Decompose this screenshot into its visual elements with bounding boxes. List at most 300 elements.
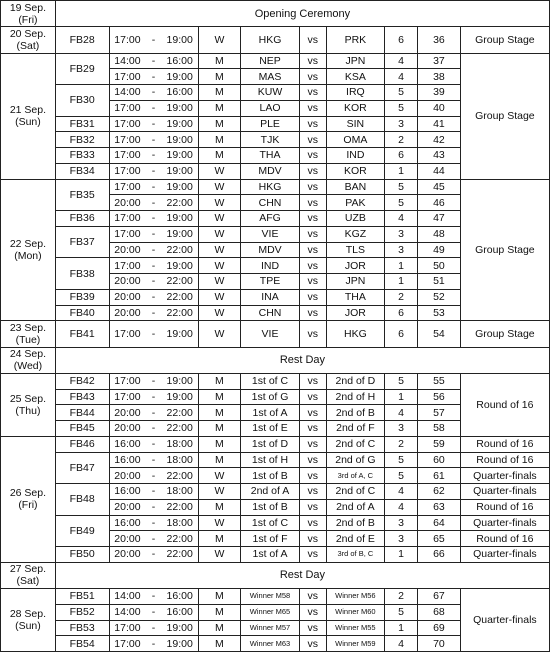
match-number: 63 xyxy=(418,499,461,515)
team-away: 2nd of C xyxy=(326,484,385,500)
team-home: AFG xyxy=(241,211,300,227)
end-time: 19:00 xyxy=(166,102,193,115)
time-separator: - xyxy=(151,438,156,451)
venue-number: 2 xyxy=(385,436,418,452)
team-home: LAO xyxy=(241,100,300,116)
versus-label: vs xyxy=(299,636,326,652)
time-separator: - xyxy=(151,485,156,498)
end-time: 22:00 xyxy=(166,196,193,209)
date-label: 27 Sep. xyxy=(9,563,47,576)
gender-cell: W xyxy=(198,547,241,563)
gender-cell: M xyxy=(198,53,241,69)
match-number: 66 xyxy=(418,547,461,563)
gender-cell: M xyxy=(198,116,241,132)
match-code: FB31 xyxy=(55,116,109,132)
versus-label: vs xyxy=(299,258,326,274)
versus-label: vs xyxy=(299,421,326,437)
match-row xyxy=(1,179,550,195)
start-time: 17:00 xyxy=(114,33,141,46)
match-time xyxy=(109,436,198,452)
match-time xyxy=(109,452,198,468)
match-number: 55 xyxy=(418,373,461,389)
team-home: VIE xyxy=(241,226,300,242)
match-time xyxy=(109,100,198,116)
venue-number: 4 xyxy=(385,211,418,227)
stage-cell: Round of 16 xyxy=(460,531,549,547)
team-home: PLE xyxy=(241,116,300,132)
team-away: Winner M60 xyxy=(326,604,385,620)
gender-cell: W xyxy=(198,274,241,290)
venue-number: 1 xyxy=(385,274,418,290)
venue-number: 4 xyxy=(385,484,418,500)
team-home: HKG xyxy=(241,27,300,53)
team-away: Winner M56 xyxy=(326,589,385,605)
time-separator: - xyxy=(151,133,156,146)
gender-cell: M xyxy=(198,421,241,437)
weekday-label: (Mon) xyxy=(14,249,42,262)
match-code: FB48 xyxy=(55,484,109,516)
team-away: Winner M59 xyxy=(326,636,385,652)
match-code: FB46 xyxy=(55,436,109,452)
date-label: 20 Sep. xyxy=(9,27,47,40)
end-time: 19:00 xyxy=(166,327,193,340)
match-row xyxy=(1,436,550,452)
end-time: 19:00 xyxy=(166,165,193,178)
match-code: FB53 xyxy=(55,620,109,636)
start-time: 17:00 xyxy=(114,117,141,130)
stage-cell: Group Stage xyxy=(460,27,549,53)
start-time: 20:00 xyxy=(114,532,141,545)
match-number: 49 xyxy=(418,242,461,258)
match-time xyxy=(109,547,198,563)
start-time: 14:00 xyxy=(114,590,141,603)
match-row xyxy=(1,515,550,531)
versus-label: vs xyxy=(299,321,326,347)
versus-label: vs xyxy=(299,148,326,164)
versus-label: vs xyxy=(299,405,326,421)
time-separator: - xyxy=(151,33,156,46)
venue-number: 5 xyxy=(385,85,418,101)
venue-number: 4 xyxy=(385,499,418,515)
start-time: 16:00 xyxy=(114,453,141,466)
versus-label: vs xyxy=(299,100,326,116)
versus-label: vs xyxy=(299,373,326,389)
event-cell: Opening Ceremony xyxy=(55,1,549,27)
team-home: KUW xyxy=(241,85,300,101)
time-separator: - xyxy=(151,291,156,304)
time-separator: - xyxy=(151,306,156,319)
match-time xyxy=(109,531,198,547)
match-number: 64 xyxy=(418,515,461,531)
venue-number: 5 xyxy=(385,195,418,211)
match-time xyxy=(109,163,198,179)
venue-number: 2 xyxy=(385,589,418,605)
time-separator: - xyxy=(151,590,156,603)
team-away: OMA xyxy=(326,132,385,148)
venue-number: 5 xyxy=(385,604,418,620)
venue-number: 3 xyxy=(385,515,418,531)
match-code: FB28 xyxy=(55,27,109,53)
versus-label: vs xyxy=(299,620,326,636)
match-number: 48 xyxy=(418,226,461,242)
start-time: 17:00 xyxy=(114,327,141,340)
match-code: FB41 xyxy=(55,321,109,347)
team-away: 2nd of C xyxy=(326,436,385,452)
match-time xyxy=(109,179,198,195)
end-time: 19:00 xyxy=(166,637,193,650)
date-cell xyxy=(1,53,56,179)
match-time xyxy=(109,226,198,242)
date-cell xyxy=(1,562,56,588)
match-row xyxy=(1,321,550,347)
team-away: SIN xyxy=(326,116,385,132)
match-number: 38 xyxy=(418,69,461,85)
date-cell xyxy=(1,373,56,436)
gender-cell: W xyxy=(198,258,241,274)
weekday-label: (Thu) xyxy=(15,404,41,417)
team-home: CHN xyxy=(241,305,300,321)
start-time: 20:00 xyxy=(114,548,141,561)
venue-number: 5 xyxy=(385,452,418,468)
time-separator: - xyxy=(151,422,156,435)
team-away: 3rd of B, C xyxy=(326,547,385,563)
time-separator: - xyxy=(151,259,156,272)
venue-number: 4 xyxy=(385,636,418,652)
match-number: 37 xyxy=(418,53,461,69)
match-time xyxy=(109,589,198,605)
match-code: FB37 xyxy=(55,226,109,258)
time-separator: - xyxy=(151,196,156,209)
event-row xyxy=(1,347,550,373)
venue-number: 5 xyxy=(385,100,418,116)
team-away: KOR xyxy=(326,100,385,116)
weekday-label: (Wed) xyxy=(13,360,43,373)
team-away: BAN xyxy=(326,179,385,195)
end-time: 19:00 xyxy=(166,33,193,46)
match-number: 54 xyxy=(418,321,461,347)
gender-cell: M xyxy=(198,132,241,148)
versus-label: vs xyxy=(299,179,326,195)
time-separator: - xyxy=(151,165,156,178)
end-time: 19:00 xyxy=(166,228,193,241)
time-separator: - xyxy=(151,621,156,634)
end-time: 18:00 xyxy=(166,516,193,529)
time-separator: - xyxy=(151,70,156,83)
end-time: 19:00 xyxy=(166,259,193,272)
match-number: 45 xyxy=(418,179,461,195)
match-time xyxy=(109,499,198,515)
team-home: 1st of D xyxy=(241,436,300,452)
venue-number: 1 xyxy=(385,547,418,563)
end-time: 22:00 xyxy=(166,422,193,435)
stage-cell: Group Stage xyxy=(460,321,549,347)
gender-cell: W xyxy=(198,305,241,321)
team-home: HKG xyxy=(241,179,300,195)
start-time: 17:00 xyxy=(114,637,141,650)
team-home: 1st of F xyxy=(241,531,300,547)
match-time xyxy=(109,116,198,132)
match-number: 39 xyxy=(418,85,461,101)
date-label: 21 Sep. xyxy=(9,104,47,116)
match-time xyxy=(109,305,198,321)
end-time: 16:00 xyxy=(166,54,193,67)
gender-cell: W xyxy=(198,179,241,195)
venue-number: 1 xyxy=(385,163,418,179)
gender-cell: M xyxy=(198,589,241,605)
start-time: 20:00 xyxy=(114,501,141,514)
start-time: 17:00 xyxy=(114,621,141,634)
venue-number: 4 xyxy=(385,405,418,421)
venue-number: 3 xyxy=(385,421,418,437)
versus-label: vs xyxy=(299,389,326,405)
team-away: 2nd of E xyxy=(326,531,385,547)
match-number: 67 xyxy=(418,589,461,605)
team-home: Winner M63 xyxy=(241,636,300,652)
match-time xyxy=(109,274,198,290)
match-row xyxy=(1,27,550,53)
time-separator: - xyxy=(151,180,156,193)
stage-cell: Round of 16 xyxy=(460,452,549,468)
event-cell: Rest Day xyxy=(55,347,549,373)
match-time xyxy=(109,195,198,211)
end-time: 16:00 xyxy=(166,606,193,619)
match-time xyxy=(109,321,198,347)
match-time xyxy=(109,620,198,636)
end-time: 22:00 xyxy=(166,406,193,419)
time-separator: - xyxy=(151,532,156,545)
team-home: CHN xyxy=(241,195,300,211)
venue-number: 3 xyxy=(385,531,418,547)
match-time xyxy=(109,484,198,500)
end-time: 22:00 xyxy=(166,548,193,561)
match-number: 51 xyxy=(418,274,461,290)
gender-cell: W xyxy=(198,321,241,347)
end-time: 22:00 xyxy=(166,275,193,288)
team-away: JOR xyxy=(326,258,385,274)
start-time: 17:00 xyxy=(114,149,141,162)
match-number: 44 xyxy=(418,163,461,179)
stage-cell: Group Stage xyxy=(460,53,549,179)
team-away: IND xyxy=(326,148,385,164)
match-number: 58 xyxy=(418,421,461,437)
venue-number: 6 xyxy=(385,148,418,164)
team-home: 1st of C xyxy=(241,373,300,389)
match-time xyxy=(109,148,198,164)
event-row xyxy=(1,562,550,588)
end-time: 19:00 xyxy=(166,375,193,388)
match-number: 70 xyxy=(418,636,461,652)
team-home: MAS xyxy=(241,69,300,85)
venue-number: 5 xyxy=(385,468,418,484)
versus-label: vs xyxy=(299,468,326,484)
gender-cell: W xyxy=(198,515,241,531)
time-separator: - xyxy=(151,275,156,288)
match-row xyxy=(1,589,550,605)
gender-cell: M xyxy=(198,389,241,405)
end-time: 18:00 xyxy=(166,485,193,498)
time-separator: - xyxy=(151,606,156,619)
time-separator: - xyxy=(151,469,156,482)
end-time: 18:00 xyxy=(166,453,193,466)
match-number: 62 xyxy=(418,484,461,500)
match-code: FB45 xyxy=(55,421,109,437)
match-time xyxy=(109,242,198,258)
match-number: 50 xyxy=(418,258,461,274)
time-separator: - xyxy=(151,228,156,241)
gender-cell: M xyxy=(198,69,241,85)
weekday-label: (Sun) xyxy=(15,620,41,632)
match-code: FB35 xyxy=(55,179,109,211)
match-time xyxy=(109,85,198,101)
team-home: 1st of H xyxy=(241,452,300,468)
team-away: PAK xyxy=(326,195,385,211)
match-number: 60 xyxy=(418,452,461,468)
gender-cell: W xyxy=(198,242,241,258)
match-number: 43 xyxy=(418,148,461,164)
end-time: 19:00 xyxy=(166,180,193,193)
gender-cell: W xyxy=(198,163,241,179)
versus-label: vs xyxy=(299,604,326,620)
time-separator: - xyxy=(151,243,156,256)
match-time xyxy=(109,211,198,227)
time-separator: - xyxy=(151,54,156,67)
match-code: FB40 xyxy=(55,305,109,321)
end-time: 18:00 xyxy=(166,438,193,451)
date-label: 24 Sep. xyxy=(9,348,47,361)
versus-label: vs xyxy=(299,116,326,132)
time-separator: - xyxy=(151,149,156,162)
match-row xyxy=(1,373,550,389)
gender-cell: W xyxy=(198,468,241,484)
end-time: 16:00 xyxy=(166,590,193,603)
start-time: 17:00 xyxy=(114,102,141,115)
end-time: 19:00 xyxy=(166,133,193,146)
weekday-label: (Sat) xyxy=(16,575,40,588)
match-code: FB43 xyxy=(55,389,109,405)
match-number: 42 xyxy=(418,132,461,148)
match-code: FB32 xyxy=(55,132,109,148)
venue-number: 3 xyxy=(385,116,418,132)
team-home: Winner M57 xyxy=(241,620,300,636)
match-time xyxy=(109,289,198,305)
versus-label: vs xyxy=(299,211,326,227)
match-time xyxy=(109,53,198,69)
end-time: 19:00 xyxy=(166,212,193,225)
match-code: FB38 xyxy=(55,258,109,290)
gender-cell: M xyxy=(198,85,241,101)
gender-cell: M xyxy=(198,100,241,116)
venue-number: 2 xyxy=(385,132,418,148)
start-time: 17:00 xyxy=(114,70,141,83)
start-time: 20:00 xyxy=(114,306,141,319)
gender-cell: M xyxy=(198,531,241,547)
versus-label: vs xyxy=(299,27,326,53)
time-separator: - xyxy=(151,212,156,225)
versus-label: vs xyxy=(299,484,326,500)
match-number: 53 xyxy=(418,305,461,321)
end-time: 22:00 xyxy=(166,291,193,304)
stage-cell: Group Stage xyxy=(460,179,549,321)
end-time: 19:00 xyxy=(166,117,193,130)
team-away: 2nd of H xyxy=(326,389,385,405)
start-time: 20:00 xyxy=(114,291,141,304)
gender-cell: W xyxy=(198,211,241,227)
gender-cell: M xyxy=(198,499,241,515)
match-code: FB34 xyxy=(55,163,109,179)
gender-cell: W xyxy=(198,195,241,211)
date-label: 25 Sep. xyxy=(9,392,47,405)
end-time: 19:00 xyxy=(166,70,193,83)
gender-cell: M xyxy=(198,373,241,389)
team-home: 1st of E xyxy=(241,421,300,437)
match-number: 65 xyxy=(418,531,461,547)
time-separator: - xyxy=(151,327,156,340)
stage-cell: Quarter-finals xyxy=(460,484,549,500)
team-home: THA xyxy=(241,148,300,164)
venue-number: 6 xyxy=(385,27,418,53)
versus-label: vs xyxy=(299,242,326,258)
team-away: KOR xyxy=(326,163,385,179)
team-away: TLS xyxy=(326,242,385,258)
date-cell xyxy=(1,179,56,321)
start-time: 20:00 xyxy=(114,243,141,256)
match-time xyxy=(109,604,198,620)
match-time xyxy=(109,515,198,531)
start-time: 17:00 xyxy=(114,390,141,403)
end-time: 19:00 xyxy=(166,390,193,403)
versus-label: vs xyxy=(299,163,326,179)
time-separator: - xyxy=(151,390,156,403)
match-time xyxy=(109,389,198,405)
gender-cell: M xyxy=(198,148,241,164)
match-number: 52 xyxy=(418,289,461,305)
team-home: TJK xyxy=(241,132,300,148)
time-separator: - xyxy=(151,548,156,561)
match-code: FB50 xyxy=(55,547,109,563)
match-time xyxy=(109,69,198,85)
date-cell xyxy=(1,27,56,53)
gender-cell: M xyxy=(198,636,241,652)
match-row xyxy=(1,53,550,69)
versus-label: vs xyxy=(299,531,326,547)
match-time xyxy=(109,405,198,421)
versus-label: vs xyxy=(299,274,326,290)
start-time: 17:00 xyxy=(114,133,141,146)
gender-cell: W xyxy=(198,226,241,242)
team-home: 2nd of A xyxy=(241,484,300,500)
team-away: 2nd of A xyxy=(326,499,385,515)
team-home: VIE xyxy=(241,321,300,347)
team-away: IRQ xyxy=(326,85,385,101)
team-home: Winner M65 xyxy=(241,604,300,620)
gender-cell: W xyxy=(198,27,241,53)
team-home: 1st of G xyxy=(241,389,300,405)
schedule-body xyxy=(1,1,550,652)
team-home: 1st of C xyxy=(241,515,300,531)
team-away: 2nd of B xyxy=(326,405,385,421)
team-away: KSA xyxy=(326,69,385,85)
versus-label: vs xyxy=(299,132,326,148)
team-home: 1st of A xyxy=(241,405,300,421)
time-separator: - xyxy=(151,86,156,99)
venue-number: 1 xyxy=(385,620,418,636)
time-separator: - xyxy=(151,501,156,514)
team-away: JPN xyxy=(326,53,385,69)
time-separator: - xyxy=(151,406,156,419)
start-time: 14:00 xyxy=(114,86,141,99)
date-label: 23 Sep. xyxy=(9,321,47,334)
date-cell xyxy=(1,589,56,652)
